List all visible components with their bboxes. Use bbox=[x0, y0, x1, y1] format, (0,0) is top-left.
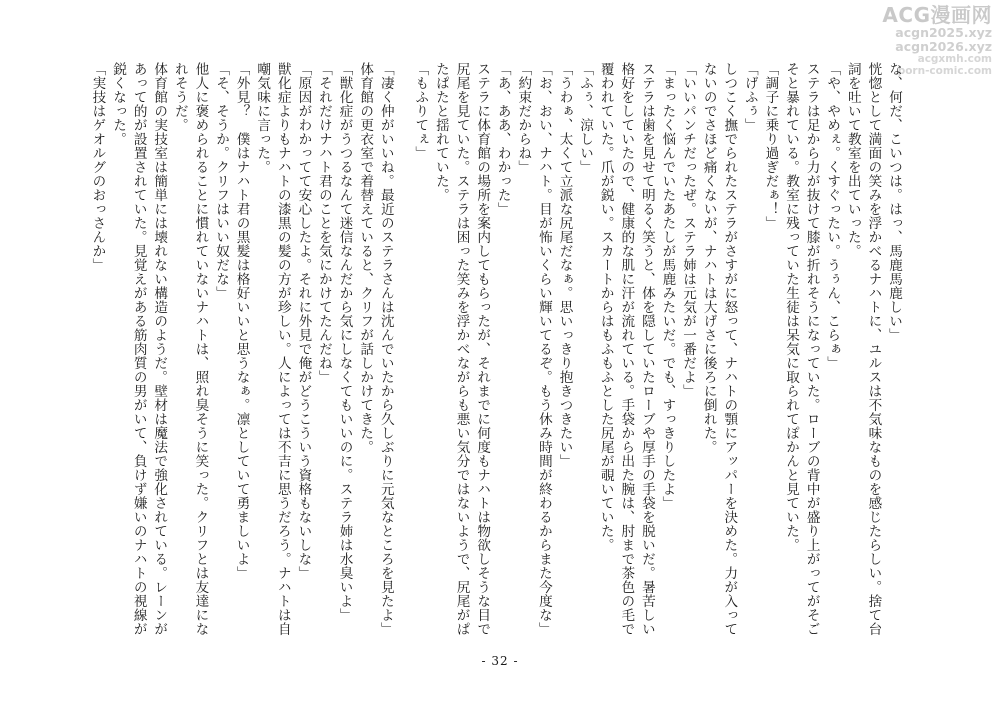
paragraph: ステラは足から力が抜けて膝が折れそうになっていた。ローブの背中が盛り上がってがそごそと暴れている。教室に残っていた生徒は呆気に取られてぽかんと見ていた。 bbox=[783, 62, 820, 636]
paragraph: 「外見？ 僕はナハト君の黒髪は格好いいと思うなぁ。凛としていて勇ましいよ」 bbox=[233, 62, 250, 580]
paragraph: 「ふぅ、涼しい」 bbox=[577, 62, 594, 174]
watermark-url-4: porn-comic.com bbox=[897, 65, 992, 78]
watermark-url-2: acgn2026.xyz bbox=[895, 39, 992, 55]
paragraph: 「それだけナハト君のことを気にかけてたんだね」 bbox=[315, 62, 332, 384]
paragraph: 「原因がわかってて安心したよ。それに外見で俺がどうこういう資格もないしな」 bbox=[295, 62, 312, 580]
paragraph: 「そ、そうか。クリフはいい奴だな」 bbox=[213, 62, 229, 300]
paragraph: 「まったく悩んでいたあたしが馬鹿みたいだ。でも、すっきりしたよ」 bbox=[659, 62, 676, 510]
paragraph: 「うわぁ、太くて立派な尻尾だなぁ。思いっきり抱きつきたい」 bbox=[556, 62, 573, 468]
page-number: - 32 - bbox=[481, 654, 519, 668]
paragraph: な、何だ、こいつは。はっ、馬鹿馬鹿しい」 bbox=[886, 62, 902, 342]
paragraph: 「獣化症がうつるなんて迷信なんだから気にしなくてもいいのに。ステラ姉は水臭いよ」 bbox=[336, 62, 353, 622]
paragraph: 他人に褒められることに慣れていないナハトは、照れ臭そうに笑った。クリフとは友達になれそうだ。 bbox=[171, 62, 209, 636]
paragraph: 体育館の実技室は簡単には壊れない構造のようだ。壁材は魔法で強化されている。レーンがあって的が設置されていた。見覚えがある筋肉質の男がいて、負けず嫌いのナハトの視線が鋭くなった。 bbox=[110, 62, 168, 636]
paragraph: 「や、やめぇ。くすぐったい。うぅん、こらぁ」 bbox=[824, 62, 841, 370]
paragraph: ステラは歯を見せて明るく笑うと、体を隠していたローブや厚手の手袋を脱いだ。暑苦しい格好をしていたので、健康的な肌に汗が流れている。手袋から出た腕は、肘まで茶色の毛で覆われていた。爪が鋭い。スカートからはもふもふとした尻尾が覗いていた。 bbox=[597, 62, 655, 636]
paragraph: 「凄く仲がいいね。最近のステラさんは沈んでいたから久しぶりに元気なところを見たよ」 bbox=[377, 62, 394, 636]
paragraph: ステラに体育館の場所を案内してもらったが、それまでに何度もナハトは物欲しそうな目で尻尾を見ていた。ステラは困った笑みを浮かべながらも悪い気分ではないようで、尻尾がぱたぱたと揺れていた。 bbox=[432, 62, 491, 636]
paragraph: しつこく撫でられたステラがさすがに怒って、ナハトの顎にアッパーを決めた。力が入ってないのでさほど痛くないが、ナハトは大げさに後ろに倒れた。 bbox=[700, 62, 738, 636]
watermark-url-3: acgxmh.com bbox=[917, 53, 992, 66]
paragraph: 「あ、ああ、わかった」 bbox=[494, 62, 511, 216]
paragraph: 「調子に乗り過ぎだぁ！」 bbox=[762, 62, 779, 230]
paragraph: 体育館の更衣室で着替えていると、クリフが話しかけてきた。 bbox=[357, 62, 374, 454]
paragraph: 「げふぅ」 bbox=[741, 62, 758, 132]
paragraph: 「お、おい、ナハト。目が怖いくらい輝いてるぞ。もう休み時間が終わるからまた今度な」 bbox=[535, 62, 552, 636]
paragraph: 「約束だからね」 bbox=[515, 62, 532, 174]
vertical-text-body bbox=[84, 62, 904, 647]
paragraph: 「実技はゲオルグのおっさんか」 bbox=[89, 62, 106, 272]
paragraph: 「いいパンチだったぜ。ステラ姉は元気が一番だよ」 bbox=[680, 62, 697, 398]
paragraph: 「もふりてぇ」 bbox=[412, 62, 429, 160]
paragraph: 恍惚として満面の笑みを浮かべるナハトに、ユルスは不気味なものを感じたらしい。捨て台詞を吐いて教室を出ていった。 bbox=[844, 62, 882, 636]
paragraph: 獣化症よりもナハトの漆黒の髪の方が珍しい。人によっては不吉に思うだろう。ナハトは自嘲気味に言った。 bbox=[254, 62, 291, 636]
watermark-logo: ACG漫画网 bbox=[882, 3, 992, 27]
watermark-url-1: acgn2025.xyz bbox=[895, 25, 992, 41]
